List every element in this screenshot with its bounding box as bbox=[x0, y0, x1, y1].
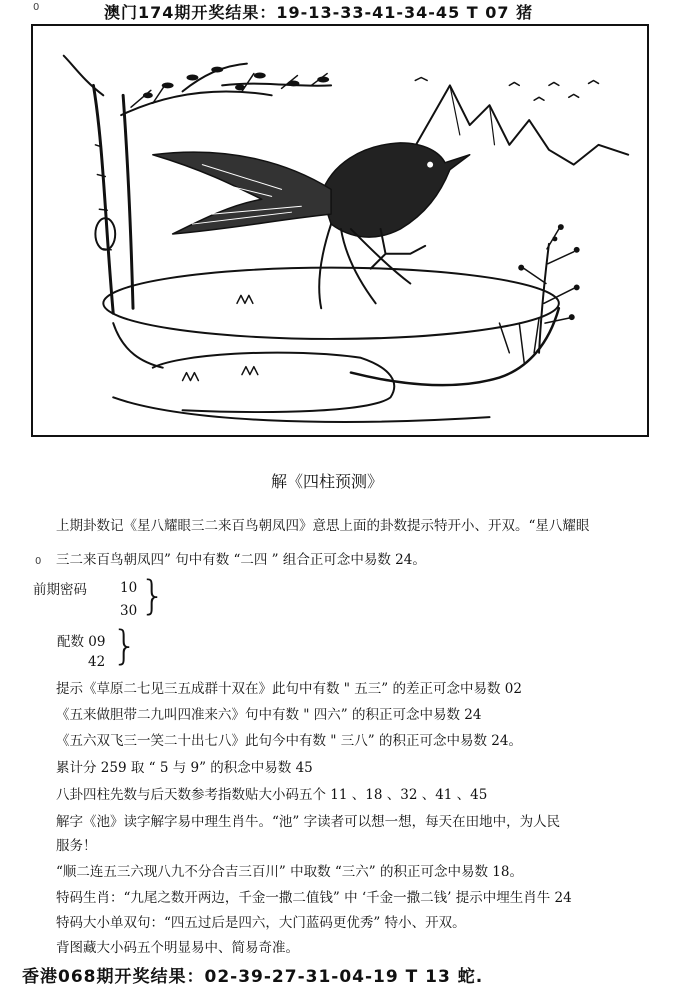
pair-number-label: 配数 09 bbox=[57, 634, 106, 650]
text-line-2: 三二来百鸟朝凤四” 句中有数 “二四 ” 组合正可念中易数 24。 bbox=[56, 552, 426, 568]
text-line-4: 《五来做胆带二九叫四准来六》句中有数 " 四六” 的积正可念中易数 24 bbox=[56, 707, 482, 723]
text-line-6: 累计分 259 取 “ 5 与 9” 的积念中易数 45 bbox=[56, 760, 313, 776]
side-mark: 0 bbox=[35, 556, 42, 567]
text-line-7: 八卦四柱先数与后天数参考指数贴大小码五个 11 、18 、32 、41 、45 bbox=[56, 787, 488, 803]
section-title: 解《四柱预测》 bbox=[270, 472, 383, 491]
text-line-3: 提示《草原二七见三五成群十双在》此句中有数 " 五三” 的差正可念中易数 02 bbox=[56, 681, 522, 697]
macau-result-header: 澳门174期开奖结果：19-13-33-41-34-45 T 07 猪 bbox=[104, 3, 534, 22]
previous-code-label: 前期密码 bbox=[33, 582, 87, 598]
text-line-8: 解字《池》读字解字易中理生肖牛。“池” 字读者可以想一想，每天在田地中，为人民 bbox=[56, 814, 561, 830]
text-line-10: “顺二连五三六现八九不分合吉三百川” 中取数 “三六” 的积正可念中易数 18。 bbox=[56, 864, 523, 880]
pair-number-2: 42 bbox=[88, 654, 106, 670]
previous-code-2: 30 bbox=[120, 603, 138, 619]
text-line-13: 背图藏大小码五个明显易中、简易奇准。 bbox=[56, 940, 299, 956]
text-line-1: 上期卦数记《星八耀眼三二来百鸟朝凤四》意思上面的卦数提示特开小、开双。“星八耀眼 bbox=[56, 518, 590, 534]
text-line-9: 服务！ bbox=[56, 838, 97, 854]
corner-mark: 0 bbox=[33, 2, 40, 13]
text-line-12: 特码大小单双句：“四五过后是四六，大门蓝码更优秀” 特小、开双。 bbox=[56, 915, 466, 931]
text-line-5: 《五六双飞三一笑二十出七八》此句今中有数 " 三八” 的积正可念中易数 24。 bbox=[56, 733, 522, 749]
brace-icon: } bbox=[112, 623, 138, 669]
hongkong-result-footer: 香港068期开奖结果：02-39-27-31-04-19 T 13 蛇. bbox=[22, 967, 484, 987]
text-line-11: 特码生肖：“九尾之数开两边，千金一撒二值钱” 中 ‘千金一撒二钱’ 提示中埋生肖牛 24 bbox=[56, 890, 572, 906]
brace-icon: } bbox=[140, 573, 166, 619]
bird-illustration bbox=[31, 24, 649, 437]
previous-code-1: 10 bbox=[120, 580, 138, 596]
